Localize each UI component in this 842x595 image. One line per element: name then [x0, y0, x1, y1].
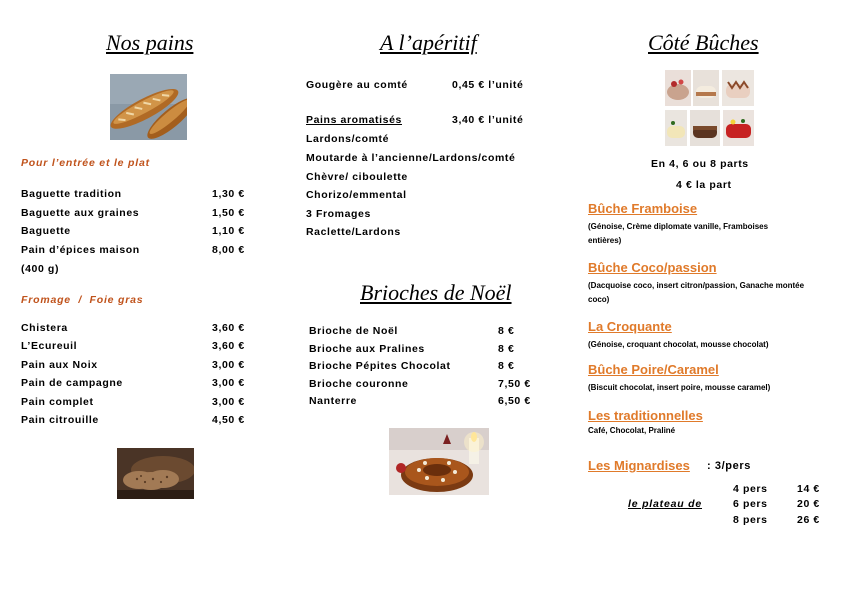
item-ecureuil: L’Ecureuil — [21, 340, 78, 352]
price-brioche-pralines: 8 € — [498, 343, 515, 355]
traditionnelles-title: Les traditionnelles — [588, 408, 703, 423]
buche-coco-title: Bûche Coco/passion — [588, 260, 717, 275]
aperitif-title: A l’apéritif — [380, 30, 477, 55]
plateau-6-price: 20 € — [797, 498, 820, 510]
item-brioche-pralines: Brioche aux Pralines — [309, 343, 425, 355]
price-pain-epices: 8,00 € — [212, 244, 245, 256]
plateau-4-price: 14 € — [797, 483, 820, 495]
price-pains-aromatises: 3,40 € l’unité — [452, 114, 524, 126]
plateau-label: le plateau de — [628, 498, 703, 510]
item-pain-epices: Pain d’épices maison — [21, 244, 140, 256]
item-chistera: Chistera — [21, 322, 68, 334]
price-pain-noix: 3,00 € — [212, 359, 245, 371]
item-pain-campagne: Pain de campagne — [21, 377, 123, 389]
item-pain-citrouille: Pain citrouille — [21, 414, 99, 426]
price-brioche-noel: 8 € — [498, 325, 515, 337]
aro-chorizo: Chorizo/emmental — [306, 189, 407, 201]
buche-coco-desc: (Dacquoise coco, insert citron/passion, Ganache montée coco) — [588, 281, 805, 304]
item-pain-complet: Pain complet — [21, 396, 94, 408]
la-croquante-title: La Croquante — [588, 319, 672, 334]
section-label-fromage: Fromage / Foie gras — [21, 294, 144, 306]
bread-photo — [110, 74, 187, 140]
buche-poire-desc: (Biscuit chocolat, insert poire, mousse caramel) — [588, 383, 771, 392]
buche-parts-text: En 4, 6 ou 8 parts — [651, 158, 749, 170]
buche-photo-4 — [665, 110, 687, 146]
item-brioche-couronne: Brioche couronne — [309, 378, 409, 390]
buche-photo-6 — [723, 110, 754, 146]
item-pain-epices-weight: (400 g) — [21, 263, 60, 275]
buche-photo-3 — [722, 70, 754, 106]
item-gougere: Gougère au comté — [306, 79, 408, 91]
aro-3-fromages: 3 Fromages — [306, 208, 371, 220]
brioches-title: Brioches de Noël — [360, 280, 512, 305]
cote-buches-title: Côté Bûches — [648, 30, 759, 55]
item-nanterre: Nanterre — [309, 395, 357, 407]
plateau-4-pers: 4 pers — [733, 483, 768, 495]
price-gougere: 0,45 € l’unité — [452, 79, 524, 91]
buche-photo-1 — [665, 70, 691, 106]
price-pain-campagne: 3,00 € — [212, 377, 245, 389]
price-pain-citrouille: 4,50 € — [212, 414, 245, 426]
buche-framboise-desc: (Génoise, Crème diplomate vanille, Framboises entières) — [588, 222, 769, 245]
buche-photo-2 — [693, 70, 719, 106]
plateau-8-price: 26 € — [797, 514, 820, 526]
buche-framboise-title: Bûche Framboise — [588, 201, 698, 216]
buche-photo-5 — [690, 110, 720, 146]
mignardises-title: Les Mignardises — [588, 458, 690, 473]
price-baguette-graines: 1,50 € — [212, 207, 245, 219]
mignardises-per-person: : 3/pers — [707, 460, 751, 472]
sliced-bread-photo — [117, 448, 194, 499]
item-baguette: Baguette — [21, 225, 71, 237]
la-croquante-desc: (Génoise, croquant chocolat, mousse chocolat) — [588, 340, 769, 349]
item-pain-noix: Pain aux Noix — [21, 359, 98, 371]
buche-price-per-part: 4 € la part — [676, 179, 732, 191]
price-pain-complet: 3,00 € — [212, 396, 245, 408]
price-ecureuil: 3,60 € — [212, 340, 245, 352]
section-label-entree: Pour l’entrée et le plat — [21, 157, 150, 169]
item-baguette-graines: Baguette aux graines — [21, 207, 140, 219]
price-nanterre: 6,50 € — [498, 395, 531, 407]
plateau-8-pers: 8 pers — [733, 514, 768, 526]
brioche-photo — [389, 428, 489, 495]
price-baguette-tradition: 1,30 € — [212, 188, 245, 200]
price-brioche-pepites: 8 € — [498, 360, 515, 372]
aro-raclette: Raclette/Lardons — [306, 226, 401, 238]
price-baguette: 1,10 € — [212, 225, 245, 237]
aro-lardons-comte: Lardons/comté — [306, 133, 390, 145]
item-brioche-noel: Brioche de Noël — [309, 325, 398, 337]
price-chistera: 3,60 € — [212, 322, 245, 334]
item-brioche-pepites: Brioche Pépites Chocolat — [309, 360, 451, 372]
traditionnelles-desc: Café, Chocolat, Praliné — [588, 426, 676, 435]
plateau-6-pers: 6 pers — [733, 498, 768, 510]
aro-chevre: Chèvre/ ciboulette — [306, 171, 408, 183]
item-baguette-tradition: Baguette tradition — [21, 188, 122, 200]
item-pains-aromatises: Pains aromatisés — [306, 114, 402, 126]
nos-pains-title: Nos pains — [106, 30, 194, 55]
buche-poire-title: Bûche Poire/Caramel — [588, 362, 719, 377]
price-brioche-couronne: 7,50 € — [498, 378, 531, 390]
aro-moutarde: Moutarde à l’ancienne/Lardons/comté — [306, 152, 516, 164]
